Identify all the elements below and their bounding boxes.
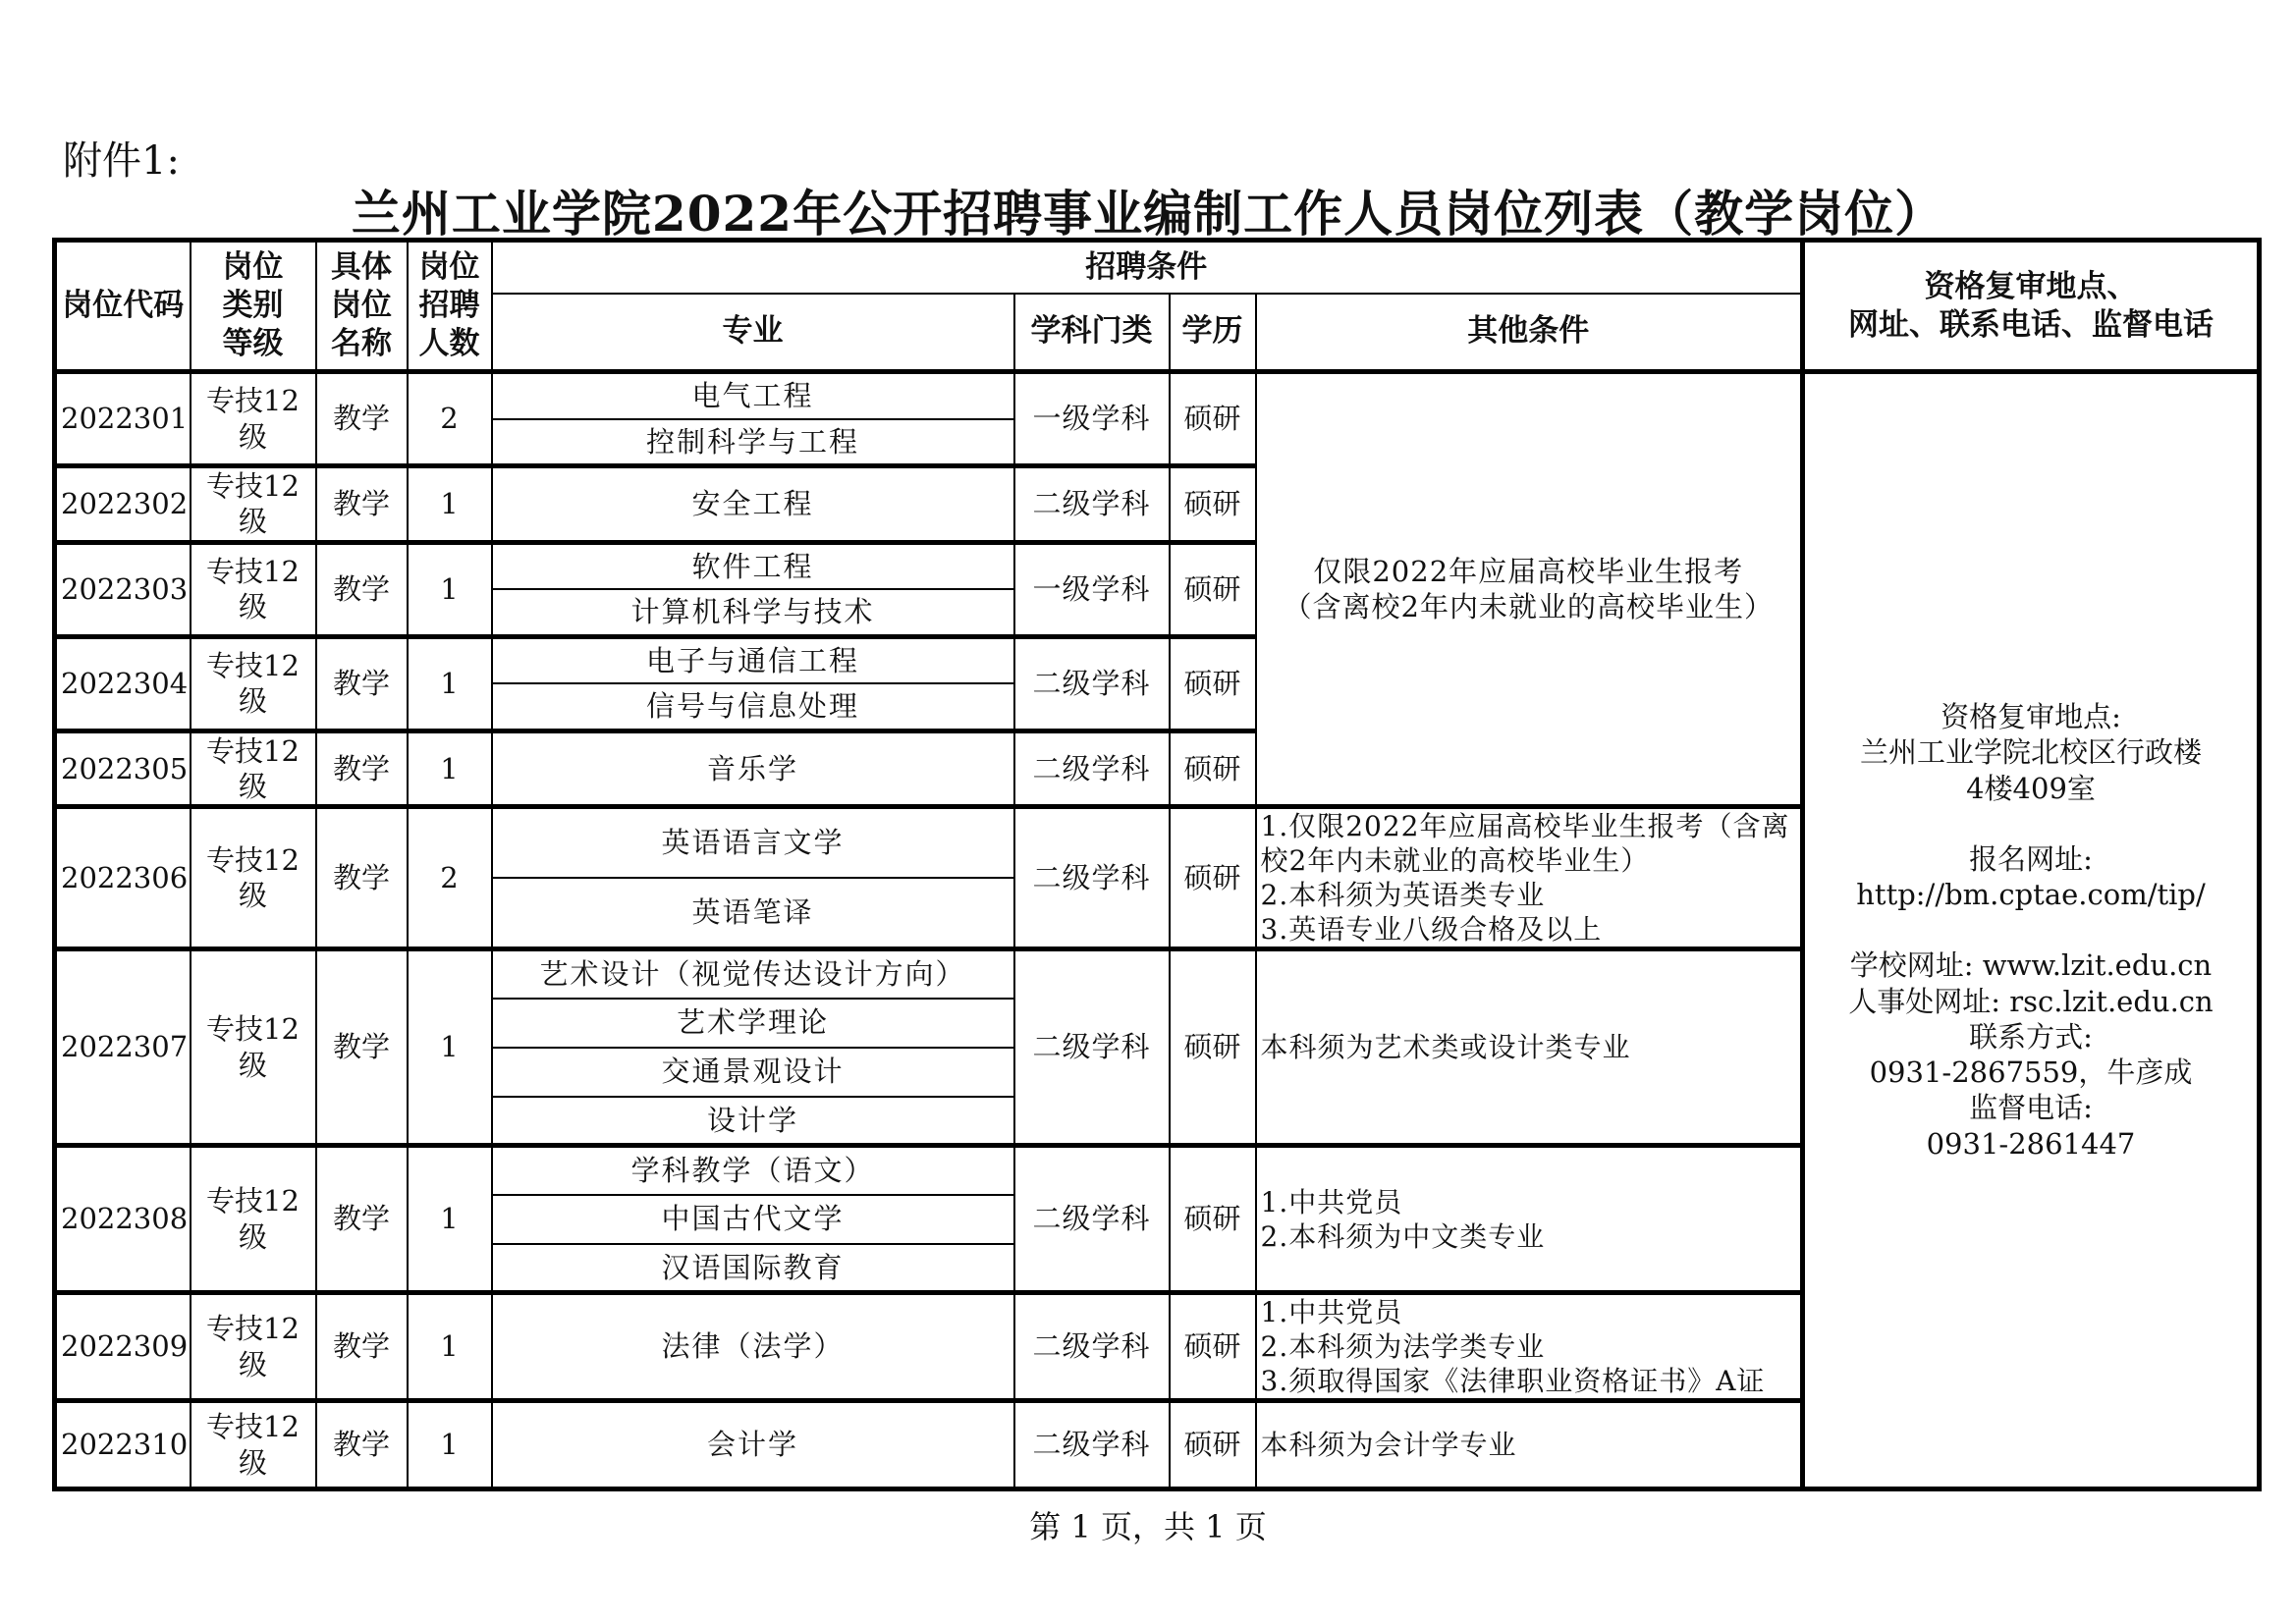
position-other-condition: 1.仅限2022年应届高校毕业生报考（含离 校2年内未就业的高校毕业生） 2.本科须为英语类专业 3.英语专业八级合格及以上 <box>1256 807 1803 949</box>
position-count: 1 <box>408 1146 492 1293</box>
position-education: 硕研 <box>1170 542 1256 636</box>
position-other-condition: 1.中共党员 2.本科须为法学类专业 3.须取得国家《法律职业资格证书》A证 <box>1256 1293 1803 1401</box>
position-count: 1 <box>408 636 492 730</box>
position-category: 专技12级 <box>191 1146 316 1293</box>
position-education: 硕研 <box>1170 1293 1256 1401</box>
position-category: 专技12级 <box>191 542 316 636</box>
position-major: 艺术学理论 <box>492 999 1014 1048</box>
position-category: 专技12级 <box>191 466 316 543</box>
position-name: 教学 <box>316 1401 408 1489</box>
position-discipline: 一级学科 <box>1014 372 1170 466</box>
page-footer: 第 1 页，共 1 页 <box>1029 1508 1267 1545</box>
position-count: 1 <box>408 1401 492 1489</box>
position-education: 硕研 <box>1170 949 1256 1146</box>
position-major: 交通景观设计 <box>492 1048 1014 1097</box>
position-education: 硕研 <box>1170 730 1256 807</box>
position-code: 2022304 <box>55 636 191 730</box>
position-major: 会计学 <box>492 1401 1014 1489</box>
position-discipline: 二级学科 <box>1014 636 1170 730</box>
position-code: 2022307 <box>55 949 191 1146</box>
position-category: 专技12级 <box>191 636 316 730</box>
position-major: 安全工程 <box>492 466 1014 543</box>
position-other-condition: 本科须为艺术类或设计类专业 <box>1256 949 1803 1146</box>
position-discipline: 二级学科 <box>1014 1146 1170 1293</box>
position-count: 1 <box>408 542 492 636</box>
position-code: 2022308 <box>55 1146 191 1293</box>
position-category: 专技12级 <box>191 949 316 1146</box>
position-name: 教学 <box>316 1146 408 1293</box>
position-major: 艺术设计（视觉传达设计方向） <box>492 949 1014 999</box>
position-major: 汉语国际教育 <box>492 1244 1014 1293</box>
position-name: 教学 <box>316 636 408 730</box>
header-conditions: 招聘条件 <box>492 241 1803 294</box>
position-major: 电气工程 <box>492 372 1014 419</box>
position-major: 电子与通信工程 <box>492 636 1014 683</box>
position-code: 2022303 <box>55 542 191 636</box>
position-count: 1 <box>408 466 492 543</box>
position-discipline: 二级学科 <box>1014 466 1170 543</box>
position-category: 专技12级 <box>191 730 316 807</box>
position-code: 2022309 <box>55 1293 191 1401</box>
position-other-condition: 1.中共党员 2.本科须为中文类专业 <box>1256 1146 1803 1293</box>
position-discipline: 二级学科 <box>1014 1293 1170 1401</box>
attachment-label: 附件1: <box>63 138 180 184</box>
position-count: 1 <box>408 1293 492 1401</box>
position-other-condition: 本科须为会计学专业 <box>1256 1401 1803 1489</box>
position-code: 2022305 <box>55 730 191 807</box>
position-category: 专技12级 <box>191 1293 316 1401</box>
position-major: 信号与信息处理 <box>492 683 1014 730</box>
position-category: 专技12级 <box>191 372 316 466</box>
header-review-info: 资格复审地点、 网址、联系电话、监督电话 <box>1803 241 2260 372</box>
position-code: 2022310 <box>55 1401 191 1489</box>
position-code: 2022306 <box>55 807 191 949</box>
header-category: 岗位 类别 等级 <box>191 241 316 372</box>
position-education: 硕研 <box>1170 466 1256 543</box>
table-row <box>55 372 2260 419</box>
position-name: 教学 <box>316 807 408 949</box>
position-code: 2022301 <box>55 372 191 466</box>
position-name: 教学 <box>316 1293 408 1401</box>
position-count: 2 <box>408 372 492 466</box>
position-major: 学科教学（语文） <box>492 1146 1014 1195</box>
position-major: 计算机科学与技术 <box>492 589 1014 636</box>
position-name: 教学 <box>316 542 408 636</box>
position-count: 1 <box>408 730 492 807</box>
position-name: 教学 <box>316 730 408 807</box>
shared-other-condition: 仅限2022年应届高校毕业生报考 （含离校2年内未就业的高校毕业生） <box>1256 372 1803 807</box>
page-title: 兰州工业学院2022年公开招聘事业编制工作人员岗位列表（教学岗位） <box>351 185 1945 243</box>
header-education: 学历 <box>1170 294 1256 372</box>
position-discipline: 二级学科 <box>1014 807 1170 949</box>
position-major: 英语语言文学 <box>492 807 1014 879</box>
position-education: 硕研 <box>1170 372 1256 466</box>
positions-table <box>52 238 2262 1491</box>
header-code: 岗位代码 <box>55 241 191 372</box>
position-discipline: 一级学科 <box>1014 542 1170 636</box>
position-major: 音乐学 <box>492 730 1014 807</box>
header-position-name: 具体 岗位 名称 <box>316 241 408 372</box>
position-education: 硕研 <box>1170 807 1256 949</box>
position-name: 教学 <box>316 466 408 543</box>
position-education: 硕研 <box>1170 636 1256 730</box>
position-category: 专技12级 <box>191 1401 316 1489</box>
position-name: 教学 <box>316 372 408 466</box>
header-major: 专业 <box>492 294 1014 372</box>
position-major: 英语笔译 <box>492 878 1014 949</box>
position-education: 硕研 <box>1170 1146 1256 1293</box>
review-info: 资格复审地点: 兰州工业学院北校区行政楼 4楼409室 报名网址: http://bm.cptae.com/tip/ 学校网址: www.lzit.edu.cn 人事处网址: rsc.lzit.edu.cn 联系方式: 0931-2867559，牛彦成 监督电话: 0931-2861447 <box>1803 372 2260 1489</box>
position-code: 2022302 <box>55 466 191 543</box>
position-major: 控制科学与工程 <box>492 419 1014 466</box>
header-count: 岗位 招聘 人数 <box>408 241 492 372</box>
position-discipline: 二级学科 <box>1014 1401 1170 1489</box>
position-discipline: 二级学科 <box>1014 949 1170 1146</box>
position-major: 中国古代文学 <box>492 1195 1014 1244</box>
position-name: 教学 <box>316 949 408 1146</box>
position-major: 设计学 <box>492 1097 1014 1146</box>
position-count: 1 <box>408 949 492 1146</box>
position-category: 专技12级 <box>191 807 316 949</box>
position-discipline: 二级学科 <box>1014 730 1170 807</box>
position-major: 法律（法学） <box>492 1293 1014 1401</box>
position-major: 软件工程 <box>492 542 1014 589</box>
position-count: 2 <box>408 807 492 949</box>
position-education: 硕研 <box>1170 1401 1256 1489</box>
header-other-conditions: 其他条件 <box>1256 294 1803 372</box>
header-discipline: 学科门类 <box>1014 294 1170 372</box>
